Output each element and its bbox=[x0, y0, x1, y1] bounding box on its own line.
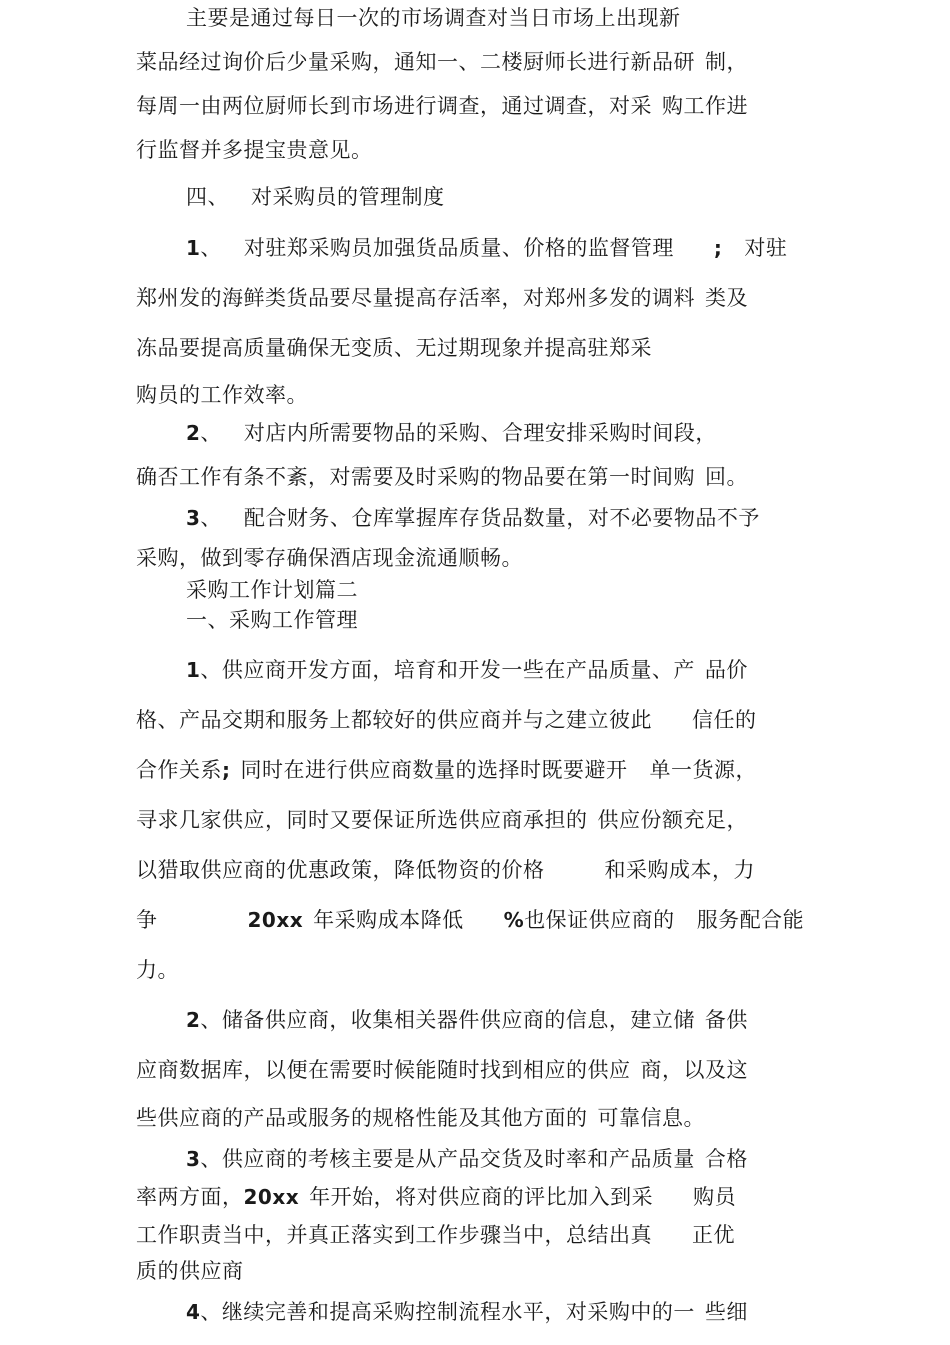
text: 些细 bbox=[704, 1300, 748, 1324]
section-heading bbox=[186, 187, 445, 208]
text: 主要是通过每日一次的市场调查对当日市场上出现新 bbox=[186, 6, 681, 30]
paragraph-line bbox=[136, 140, 373, 161]
text: 品价 bbox=[704, 658, 748, 682]
heading-number: 四、 bbox=[186, 185, 229, 209]
paragraph-line bbox=[136, 810, 748, 831]
paragraph-line bbox=[136, 52, 748, 73]
paragraph-line bbox=[136, 288, 748, 309]
text: ; bbox=[713, 236, 723, 260]
year-placeholder: 20xx bbox=[247, 908, 304, 932]
paragraph-line bbox=[136, 1225, 735, 1246]
text: 正优 bbox=[692, 1223, 735, 1247]
text: 单一货源， bbox=[649, 758, 757, 782]
year-placeholder: 20xx bbox=[243, 1185, 300, 1209]
document-title bbox=[186, 580, 358, 601]
paragraph-line bbox=[186, 1149, 748, 1170]
paragraph-line bbox=[186, 423, 717, 444]
text: 和采购成本，力 bbox=[604, 858, 755, 882]
text: 配合财务、仓库掌握库存货品数量，对不必要物品不予 bbox=[243, 506, 760, 530]
text: 一、采购工作管理 bbox=[186, 608, 358, 632]
text: 争 bbox=[136, 908, 158, 932]
text: 商，以及这 bbox=[640, 1058, 748, 1082]
text: 每周一由两位厨师长到市场进行调查，通过调查，对采 bbox=[136, 94, 652, 118]
text: 合作关系 bbox=[136, 758, 222, 782]
text: 冻品要提高质量确保无变质、无过期现象并提高驻郑采 bbox=[136, 336, 652, 360]
text: 、继续完善和提高采购控制流程水平，对采购中的一 bbox=[200, 1300, 695, 1324]
paragraph-line bbox=[136, 548, 523, 569]
text: 、 bbox=[200, 506, 222, 530]
paragraph-line bbox=[186, 238, 787, 259]
paragraph-line bbox=[136, 860, 755, 881]
item-number: 1 bbox=[186, 236, 201, 260]
text: 购工作进 bbox=[662, 94, 748, 118]
paragraph-line bbox=[136, 385, 308, 406]
text: 年开始，将对供应商的评比加入到采 bbox=[309, 1185, 654, 1209]
text: 服务配合能 bbox=[696, 908, 805, 932]
heading-text: 对采购员的管理制度 bbox=[251, 185, 445, 209]
text: 购员的工作效率。 bbox=[136, 383, 308, 407]
text: 年采购成本降低 bbox=[313, 908, 464, 932]
text: 备供 bbox=[704, 1008, 748, 1032]
item-number: 2 bbox=[186, 421, 201, 445]
text: 郑州发的海鲜类货品要尽量提高存活率，对郑州多发的调料 bbox=[136, 286, 695, 310]
text: 可靠信息。 bbox=[597, 1106, 705, 1130]
text: 购员 bbox=[693, 1185, 737, 1209]
paragraph-line bbox=[186, 1010, 748, 1031]
item-number: 3 bbox=[186, 506, 201, 530]
text: ; bbox=[222, 758, 231, 782]
text: 菜品经过询价后少量采购，通知一、二楼厨师长进行新品研 bbox=[136, 50, 695, 74]
paragraph-line bbox=[136, 710, 757, 731]
text: 供应份额充足， bbox=[597, 808, 748, 832]
text: 对驻 bbox=[744, 236, 788, 260]
paragraph-line bbox=[136, 960, 179, 981]
paragraph-line bbox=[136, 96, 748, 117]
text: 确否工作有条不紊，对需要及时采购的物品要在第一时间购 bbox=[136, 465, 695, 489]
paragraph-line bbox=[136, 1060, 748, 1081]
paragraph-line bbox=[186, 508, 760, 529]
text: 工作职责当中，并真正落实到工作步骤当中，总结出真 bbox=[136, 1223, 652, 1247]
percent-placeholder: % bbox=[503, 908, 525, 932]
text: 采购工作计划篇二 bbox=[186, 578, 358, 602]
item-number: 3 bbox=[186, 1147, 201, 1171]
text: 合格 bbox=[704, 1147, 748, 1171]
paragraph-line bbox=[136, 760, 757, 781]
item-number: 4 bbox=[186, 1300, 201, 1324]
text: 也保证供应商的 bbox=[524, 908, 675, 932]
text: 、供应商开发方面，培育和开发一些在产品质量、产 bbox=[200, 658, 695, 682]
text: 力。 bbox=[136, 958, 179, 982]
paragraph-line bbox=[136, 338, 652, 359]
paragraph-line bbox=[186, 1302, 748, 1323]
paragraph-line bbox=[136, 467, 748, 488]
section-heading bbox=[186, 610, 358, 631]
text: 采购，做到零存确保酒店现金流通顺畅。 bbox=[136, 546, 523, 570]
text: 、储备供应商，收集相关器件供应商的信息，建立储 bbox=[200, 1008, 695, 1032]
text: 格、产品交期和服务上都较好的供应商并与之建立彼此 bbox=[136, 708, 652, 732]
text: 些供应商的产品或服务的规格性能及其他方面的 bbox=[136, 1106, 588, 1130]
text: 制， bbox=[705, 50, 748, 74]
text: 寻求几家供应，同时又要保证所选供应商承担的 bbox=[136, 808, 588, 832]
text: 以猎取供应商的优惠政策，降低物资的价格 bbox=[136, 858, 545, 882]
text: 应商数据库，以便在需要时候能随时找到相应的供应 bbox=[136, 1058, 631, 1082]
paragraph-line bbox=[136, 910, 804, 931]
text: 、 bbox=[200, 421, 222, 445]
text: 对驻郑采购员加强货品质量、价格的监督管理 bbox=[243, 236, 674, 260]
paragraph-line bbox=[186, 8, 681, 29]
text: 率两方面， bbox=[136, 1185, 244, 1209]
text: 回。 bbox=[705, 465, 748, 489]
paragraph-line bbox=[186, 660, 748, 681]
text: 行监督并多提宝贵意见。 bbox=[136, 138, 373, 162]
text: 质的供应商 bbox=[136, 1259, 244, 1283]
text: 、供应商的考核主要是从产品交货及时率和产品质量 bbox=[200, 1147, 695, 1171]
text: 同时在进行供应商数量的选择时既要避开 bbox=[240, 758, 628, 782]
item-number: 1 bbox=[186, 658, 201, 682]
paragraph-line bbox=[136, 1261, 244, 1282]
text: 对店内所需要物品的采购、合理安排采购时间段， bbox=[243, 421, 717, 445]
text: 信任的 bbox=[692, 708, 757, 732]
paragraph-line bbox=[136, 1108, 705, 1129]
text: 类及 bbox=[705, 286, 748, 310]
item-number: 2 bbox=[186, 1008, 201, 1032]
paragraph-line bbox=[136, 1187, 736, 1208]
text: 、 bbox=[200, 236, 222, 260]
